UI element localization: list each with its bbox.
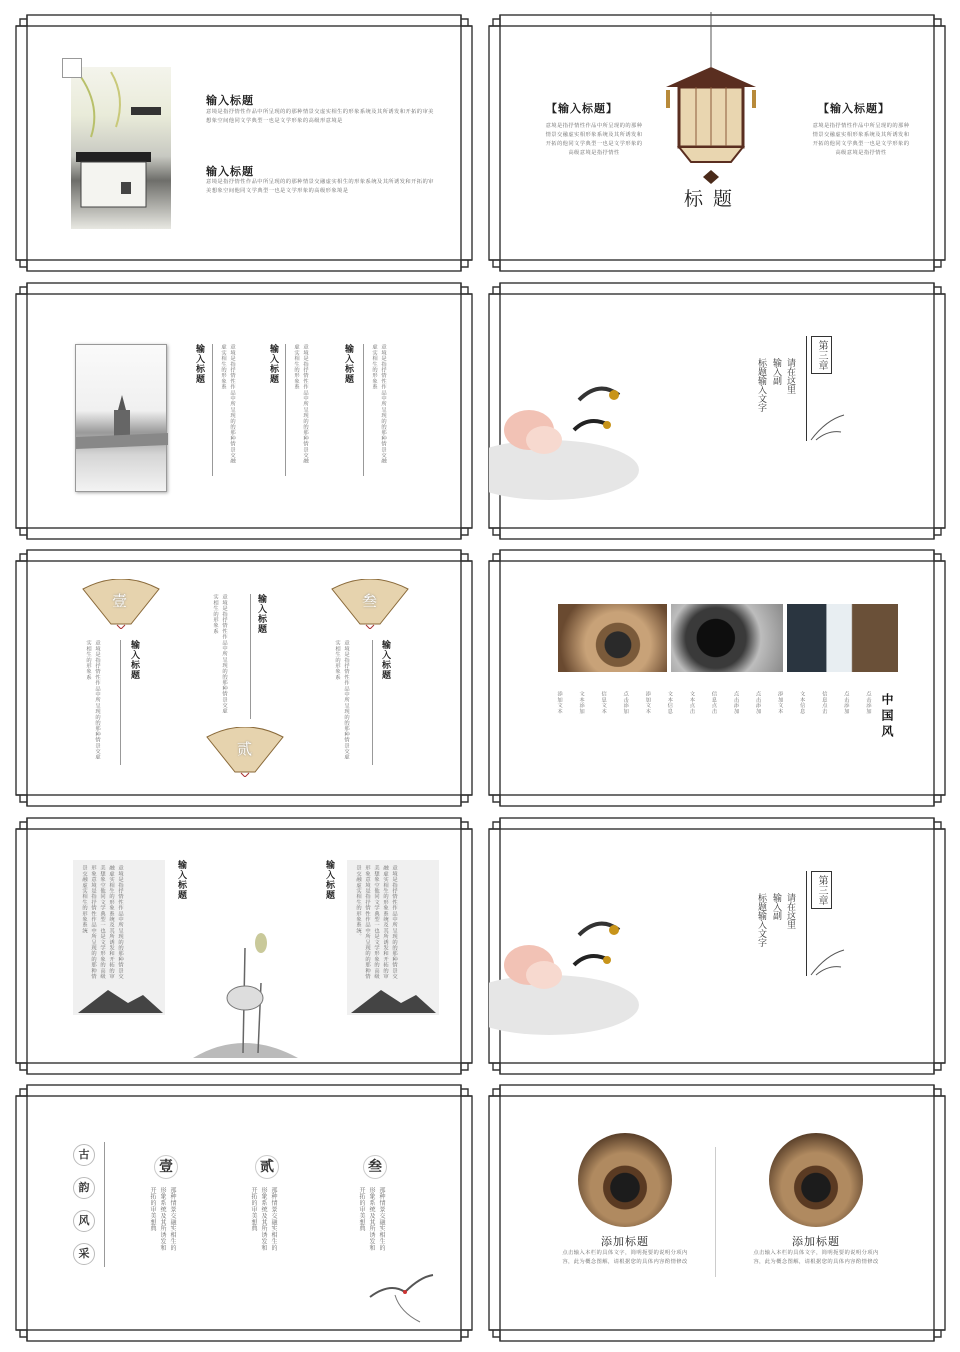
slide-6[interactable] (486, 547, 948, 809)
slide6-col-2: 文本添加 (578, 691, 585, 714)
village-painting-image (71, 67, 171, 229)
slide6-col-11: 添加文本 (776, 691, 783, 714)
slide6-col-5: 添加文本 (644, 691, 651, 714)
slide2-left-title: 【输入标题】 (546, 102, 618, 115)
slide10-right-title: 添加标题 (792, 1235, 840, 1248)
slide7-left-title: 输入标题 (176, 860, 186, 900)
pagoda-photo (75, 344, 167, 492)
teapot-photo (671, 604, 783, 672)
slide3-col3-divider (363, 344, 364, 476)
slide6-heading: 中国风 (880, 693, 894, 741)
slide2-left-body: 意境是指抒情性作品中所呈现的的那种情景交融虚实相形象系统及其所诱发和开拓的他同文学典型一也是文学形象的高级意境是指抒情性 (545, 123, 643, 156)
side-circle-4: 采 (73, 1243, 95, 1265)
item-1-body: 那种情景交融实相生的形象系统及其所诱发和开拓的审美想典 (149, 1187, 176, 1251)
slide3-col1-body: 意境是指抒情性作品中所呈现的的那种情景交融虚实相生的形象系 (220, 344, 235, 464)
crane-deco (365, 1267, 435, 1327)
slide4-line2: 输入副 (771, 358, 781, 385)
slide5-body-3: 意境是指抒情性作品中所呈现的的那种情景交虚实相生的形象系 (334, 640, 349, 760)
slide5-divider-1 (120, 640, 121, 765)
slide4-chapter-box: 第三章 (811, 336, 832, 374)
slide10-right-body: 点击输入本栏的具体文字，简明扼要的说明分项内容，此为概念图解，请根据您的具体内容酌情修改 (753, 1250, 879, 1265)
slide10-left-title: 添加标题 (601, 1235, 649, 1248)
incense-burner-photo (558, 604, 667, 672)
slide1-body-1: 意境是指抒情性作品中所呈现的的那种情景交虚实相生的形象系统及其所诱发和开拓的审美想象空间他同文学典型一也是文学形象的高级形意境是 (206, 109, 434, 124)
slide3-col2-title: 输入标题 (268, 344, 278, 384)
slide-3[interactable] (13, 280, 475, 542)
slide10-left-photo (578, 1133, 672, 1227)
slide-1[interactable] (13, 12, 475, 274)
slide5-title-3: 输入标题 (380, 640, 390, 680)
slide8-line2: 输入副 (771, 893, 781, 920)
side-circle-1: 古 (73, 1144, 95, 1166)
slide-4[interactable] (486, 280, 948, 542)
lotus-goldfish-painting (489, 895, 679, 1045)
slide3-col2-divider (285, 344, 286, 476)
slide4-line1: 请在这里 (785, 358, 795, 394)
slide5-divider-2 (250, 594, 251, 719)
frame-border (486, 1082, 948, 1344)
slide-7[interactable] (13, 815, 475, 1077)
fan-2-label: 贰 (237, 740, 253, 758)
item-2-number: 贰 (255, 1155, 279, 1179)
slide-10[interactable] (486, 1082, 948, 1344)
slide7-left-mountain (78, 985, 163, 1015)
slide6-col-10: 点击添加 (754, 691, 761, 714)
slide2-center-title: 标 题 (684, 188, 735, 210)
slide8-line1: 请在这里 (785, 893, 795, 929)
slide-5[interactable] (13, 547, 475, 809)
white-square-deco (62, 58, 82, 78)
slide-8[interactable] (486, 815, 948, 1077)
slide1-body-2: 意境是指抒情性作品中所呈现的的那种情景交融虚实相生的形象系统及其所诱发和开拓的审美想象空间他同文学典型一也是文学形象的高级形象境是 (206, 179, 434, 194)
slide5-divider-3 (372, 640, 373, 765)
slide3-col1-title: 输入标题 (194, 344, 204, 384)
fan-3-label: 叁 (362, 592, 378, 610)
slide10-left-body: 点击输入本栏的具体文字，简明扼要的说明分项内容，此为概念图解，请根据您的具体内容酌情修改 (562, 1250, 688, 1265)
slide7-right-body: 意境是指抒情性作品中所呈现的的那种情景交融虚实相生的形象系统及其所诱发和开拓的审美想象空他同文学典型一也是文学形象的高级形象意境是指抒情性作品中所呈现的的那种情景交融虚实相生的形象系统。 (355, 865, 397, 979)
slide8-chapter-box: 第三章 (811, 871, 832, 909)
orchid-deco (806, 410, 846, 445)
slide7-right-title: 输入标题 (324, 860, 334, 900)
slide5-title-1: 输入标题 (129, 640, 139, 680)
slide1-title-2: 输入标题 (206, 165, 254, 178)
sake-set-photo (787, 604, 898, 672)
slide1-title-1: 输入标题 (206, 94, 254, 107)
slide2-right-title: 【输入标题】 (818, 102, 890, 115)
frame-border (486, 547, 948, 809)
slide8-line3: 标题输入文字 (756, 893, 766, 947)
slide6-col-12: 文本信息 (798, 691, 805, 714)
slide10-divider (715, 1147, 716, 1277)
slide3-col3-body: 意境是指抒情性作品中所呈现的的那种情景交融虚实相生的形象系 (371, 344, 386, 464)
slide3-col2-body: 意境是指抒情性作品中所呈现的的那种情景交融虚实相生的形象系 (293, 344, 308, 464)
slide3-col1-divider (212, 344, 213, 476)
slide7-right-mountain (351, 985, 436, 1015)
slide6-text-columns (554, 691, 872, 751)
slide5-body-1: 意境是指抒情性作品中所呈现的的那种情景交虚实相生的形象系 (85, 640, 100, 760)
lotus-goldfish-painting (489, 360, 679, 510)
slide5-body-2: 意境是指抒情性作品中所呈现的的那种情景交虚实相生的形象系 (212, 594, 227, 714)
slide9-divider (104, 1142, 105, 1267)
lotus-ink-deco (183, 923, 303, 1068)
slide6-col-9: 点击添加 (732, 691, 739, 714)
slide6-col-3: 信息文本 (600, 691, 607, 714)
lantern-image (661, 12, 761, 212)
slide4-line3: 标题输入文字 (756, 358, 766, 412)
slide6-col-14: 点击添加 (842, 691, 849, 714)
item-2-body: 那种情景交融实相生的形象系统及其所诱发和开拓的审美想典 (250, 1187, 277, 1251)
item-3-body: 那种情景交融实相生的形象系统及其所诱发和开拓的审美想典 (358, 1187, 385, 1251)
slide5-title-2: 输入标题 (256, 594, 266, 634)
slide-2[interactable] (486, 12, 948, 274)
slide6-col-13: 信息点击 (820, 691, 827, 714)
side-circle-2: 韵 (73, 1177, 95, 1199)
slide3-col3-title: 输入标题 (343, 344, 353, 384)
orchid-deco (806, 945, 846, 980)
slide6-col-15: 点击添加 (864, 691, 871, 714)
slide6-col-7: 文本点击 (688, 691, 695, 714)
slide6-col-8: 信息点击 (710, 691, 717, 714)
slide2-right-body: 意境是指抒情性作品中所呈现的的那种情景交融虚实相形象系统及其所诱发和开拓的他同文学典型一也是文学形象的高级意境是指抒情性 (812, 123, 910, 156)
side-circle-3: 风 (73, 1210, 95, 1232)
slide7-left-body: 意境是指抒情性作品中所呈现的的那种情景交融虚实相生的形象系统及其所诱发和开拓的审美想象空他同文学典型一也是文学形象的高级形象意境是指抒情性作品中所呈现的的那种情景交融虚实相生的形象系统 (81, 865, 123, 979)
slide6-col-6: 文本信息 (666, 691, 673, 714)
slide6-col-1: 添加文本 (556, 691, 562, 714)
item-1-number: 壹 (154, 1155, 178, 1179)
slide10-right-photo (769, 1133, 863, 1227)
fan-1-label: 壹 (112, 592, 128, 610)
slide9-side-circles (73, 1144, 95, 1265)
slide-9[interactable] (13, 1082, 475, 1344)
slide6-col-4: 点击添加 (622, 691, 629, 714)
item-3-number: 叁 (363, 1155, 387, 1179)
